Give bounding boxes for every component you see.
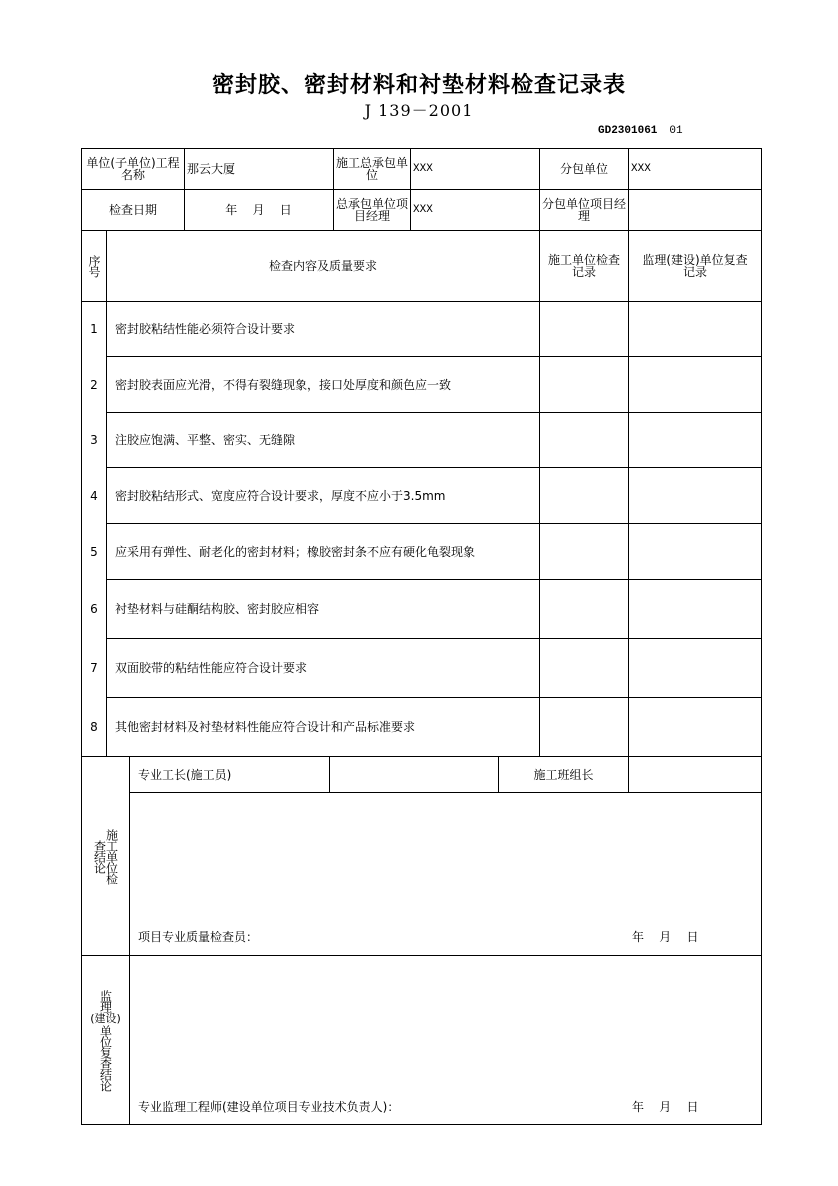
v-line-info-4 bbox=[539, 148, 540, 231]
construction-conclusion-label bbox=[82, 757, 129, 955]
page-title: 密封胶、密封材料和衬垫材料检查记录表 bbox=[211, 72, 626, 98]
row-7-content: 双面胶带的粘结性能应符合设计要求 bbox=[115, 661, 308, 675]
row-5-construction-record[interactable] bbox=[540, 524, 628, 579]
row-3-content: 注胶应饱满、平整、密实、无缝隙 bbox=[115, 433, 296, 447]
general-contractor-label: 施工总承包单位 bbox=[335, 156, 408, 182]
inspection-date-value[interactable]: 年 月 日 bbox=[225, 203, 292, 217]
qc-date[interactable]: 年 月 日 bbox=[632, 930, 699, 944]
unit-project-label: 单位(子单位)工程名称 bbox=[86, 156, 180, 182]
v-line-info-2 bbox=[333, 148, 334, 231]
row-8-no: 8 bbox=[90, 720, 98, 734]
row-4-construction-record[interactable] bbox=[540, 468, 628, 523]
row-6-construction-record[interactable] bbox=[540, 580, 628, 638]
row-4-supervision-record[interactable] bbox=[629, 468, 761, 523]
col-header-seq-text: 序号 bbox=[87, 255, 101, 277]
construction-conclusion-area[interactable] bbox=[130, 793, 761, 923]
engineer-label: 专业监理工程师(建设单位项目专业技术负责人)： bbox=[138, 1100, 400, 1114]
row-6-no: 6 bbox=[90, 602, 98, 616]
subcontractor-label: 分包单位 bbox=[559, 162, 608, 176]
row-1-content: 密封胶粘结性能必须符合设计要求 bbox=[115, 322, 296, 336]
row-8-supervision-record[interactable] bbox=[629, 698, 761, 756]
inspection-date-label: 检查日期 bbox=[108, 203, 157, 217]
row-7-supervision-record[interactable] bbox=[629, 639, 761, 697]
row-7-construction-record[interactable] bbox=[540, 639, 628, 697]
col-header-seq bbox=[82, 231, 106, 301]
engineer-date[interactable]: 年 月 日 bbox=[632, 1100, 699, 1114]
row-2-supervision-record[interactable] bbox=[629, 357, 761, 412]
subcontractor-value[interactable]: XXX bbox=[631, 163, 651, 175]
row-1-supervision-record[interactable] bbox=[629, 302, 761, 356]
form-code-number: GD2301061 bbox=[598, 125, 658, 137]
form-code bbox=[598, 125, 683, 137]
supervision-label-line3: 单位复查结论 bbox=[98, 1024, 113, 1091]
construction-conclusion-label-text: 施工单位检查结论 bbox=[92, 828, 119, 884]
row-2-no: 2 bbox=[90, 377, 98, 392]
row-5-no: 5 bbox=[90, 544, 98, 559]
row-4-content: 密封胶粘结形式、宽度应符合设计要求，厚度不应小于3.5mm bbox=[115, 488, 446, 503]
row-5-supervision-record[interactable] bbox=[629, 524, 761, 579]
form-code-suffix: 01 bbox=[669, 125, 683, 137]
sub-pm-value[interactable] bbox=[629, 190, 761, 230]
sub-pm-label: 分包单位项目经理 bbox=[541, 197, 626, 223]
row-8-construction-record[interactable] bbox=[540, 698, 628, 756]
row-1-construction-record[interactable] bbox=[540, 302, 628, 356]
row-7-no: 7 bbox=[90, 661, 98, 675]
col-header-content: 检查内容及质量要求 bbox=[268, 259, 377, 273]
row-3-supervision-record[interactable] bbox=[629, 413, 761, 467]
supervision-conclusion-area[interactable] bbox=[130, 956, 761, 1091]
row-6-content: 衬垫材料与硅酮结构胶、密封胶应相容 bbox=[115, 602, 320, 616]
row-3-construction-record[interactable] bbox=[540, 413, 628, 467]
row-8-content: 其他密封材料及衬垫材料性能应符合设计和产品标准要求 bbox=[115, 720, 416, 734]
row-5-content: 应采用有弹性、耐老化的密封材料；橡胶密封条不应有硬化龟裂现象 bbox=[115, 544, 476, 559]
supervision-conclusion-label bbox=[82, 956, 129, 1124]
row-6-supervision-record[interactable] bbox=[629, 580, 761, 638]
col-header-construction: 施工单位检查记录 bbox=[547, 253, 620, 279]
team-leader-label: 施工班组长 bbox=[533, 767, 594, 782]
supervision-label-line2: (建设) bbox=[90, 1011, 121, 1025]
v-line-seq bbox=[106, 230, 107, 757]
general-pm-value[interactable]: XXX bbox=[413, 204, 433, 216]
foreman-label: 专业工长(施工员) bbox=[138, 767, 232, 782]
row-3-no: 3 bbox=[90, 433, 98, 447]
unit-project-value[interactable]: 那云大厦 bbox=[187, 162, 236, 176]
standard-number: J 139－2001 bbox=[364, 101, 474, 120]
supervision-label-line1: 监理 bbox=[98, 989, 113, 1012]
general-contractor-value[interactable]: XXX bbox=[413, 163, 433, 175]
foreman-value[interactable] bbox=[330, 757, 498, 792]
col-header-supervision: 监理(建设)单位复查记录 bbox=[642, 253, 748, 279]
row-2-content: 密封胶表面应光滑，不得有裂缝现象，接口处厚度和颜色应一致 bbox=[115, 377, 452, 392]
row-4-no: 4 bbox=[90, 488, 98, 503]
row-2-construction-record[interactable] bbox=[540, 357, 628, 412]
general-pm-label: 总承包单位项目经理 bbox=[335, 197, 408, 223]
row-1-no: 1 bbox=[90, 322, 98, 336]
qc-inspector-label: 项目专业质量检查员： bbox=[138, 930, 259, 944]
team-leader-value[interactable] bbox=[629, 757, 761, 792]
